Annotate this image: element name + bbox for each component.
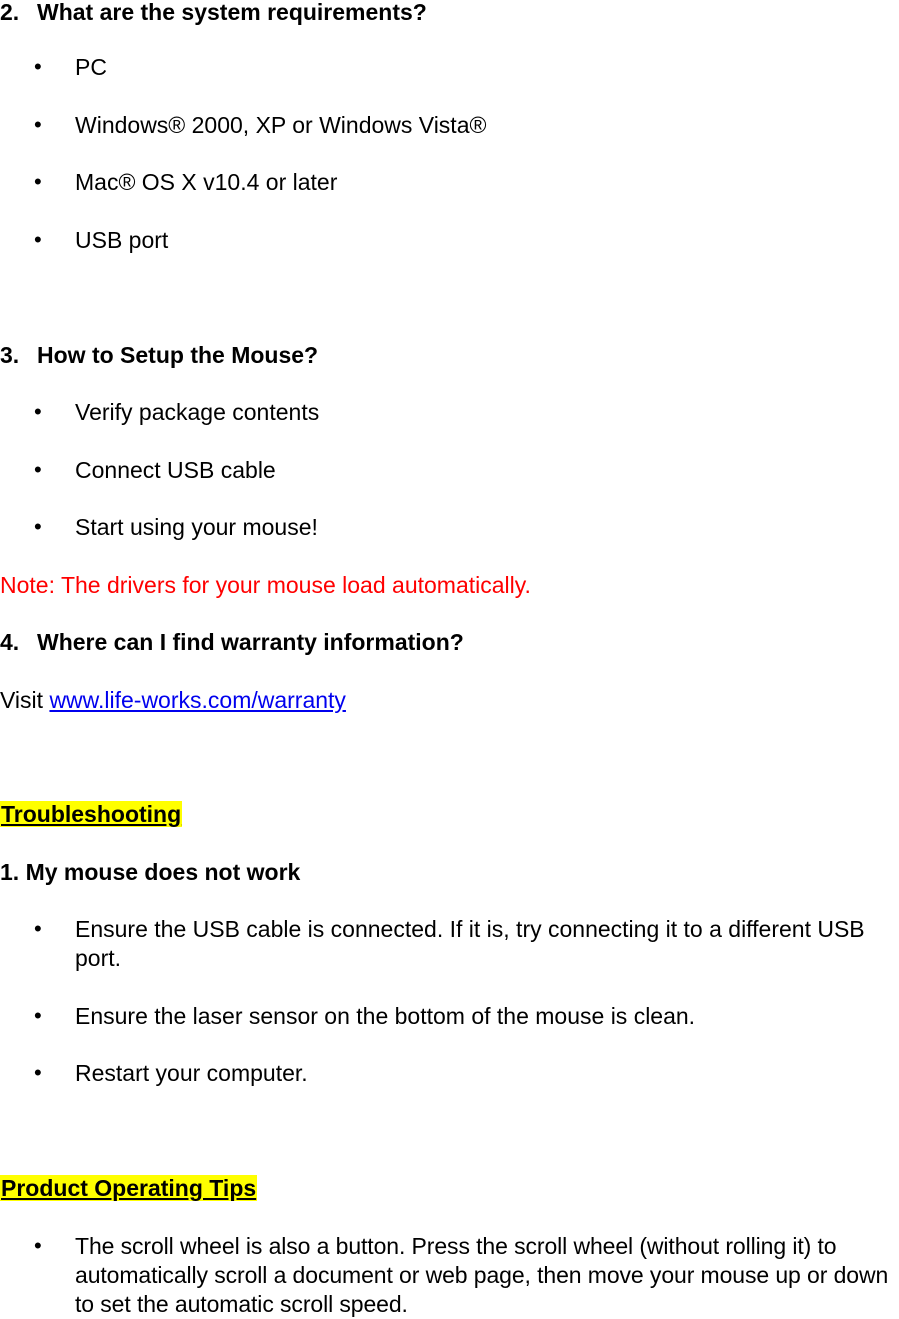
- list-item-text: Ensure the laser sensor on the bottom of the mouse is clean.: [75, 1003, 696, 1029]
- setup-number: 3.: [0, 342, 20, 368]
- list-item-text: The scroll wheel is also a button. Press the scroll wheel (without rolling it) to automatically scroll a document or web page, then move your mouse up or down to set the automatic scroll speed.: [75, 1233, 889, 1317]
- visit-label: Visit: [0, 687, 44, 713]
- list-item-text: Verify package contents: [75, 399, 320, 425]
- setup-title: How to Setup the Mouse?: [37, 342, 319, 368]
- bullet-icon: •: [34, 227, 42, 252]
- troubleshooting-title: Troubleshooting: [1, 801, 182, 827]
- list-item-text: Mac® OS X v10.4 or later: [75, 169, 338, 195]
- list-item-text: Start using your mouse!: [75, 514, 318, 540]
- warranty-title: Where can I find warranty information?: [37, 629, 464, 655]
- tips-heading: [0, 1174, 257, 1202]
- driver-note: Note: The drivers for your mouse load automatically.: [0, 572, 531, 598]
- list-item-text: USB port: [75, 227, 169, 253]
- troubleshooting-heading: [0, 800, 182, 828]
- setup-heading: [0, 341, 318, 369]
- bullet-icon: •: [34, 112, 42, 137]
- bullet-icon: •: [34, 169, 42, 194]
- list-item-text: PC: [75, 54, 107, 80]
- list-item-text: Windows® 2000, XP or Windows Vista®: [75, 112, 487, 138]
- warranty-heading: [0, 628, 464, 656]
- bullet-icon: •: [34, 1233, 42, 1258]
- list-item-text: Restart your computer.: [75, 1060, 308, 1086]
- bullet-icon: •: [34, 54, 42, 79]
- bullet-icon: •: [34, 514, 42, 539]
- bullet-icon: •: [34, 1060, 42, 1085]
- warranty-number: 4.: [0, 629, 20, 655]
- bullet-icon: •: [34, 1003, 42, 1028]
- tips-title: Product Operating Tips: [1, 1175, 257, 1201]
- troubleshooting-subtitle: 1. My mouse does not work: [0, 859, 301, 885]
- warranty-link[interactable]: www.life-works.com/warranty: [49, 687, 346, 713]
- bullet-icon: •: [34, 457, 42, 482]
- requirements-title: What are the system requirements?: [37, 0, 427, 25]
- requirements-heading: [0, 0, 427, 26]
- bullet-icon: •: [34, 399, 42, 424]
- bullet-icon: •: [34, 916, 42, 941]
- list-item-text: Ensure the USB cable is connected. If it is, try connecting it to a different USB port.: [75, 916, 865, 971]
- requirements-number: 2.: [0, 0, 20, 25]
- warranty-visit-line: [0, 686, 346, 714]
- list-item-text: Connect USB cable: [75, 457, 276, 483]
